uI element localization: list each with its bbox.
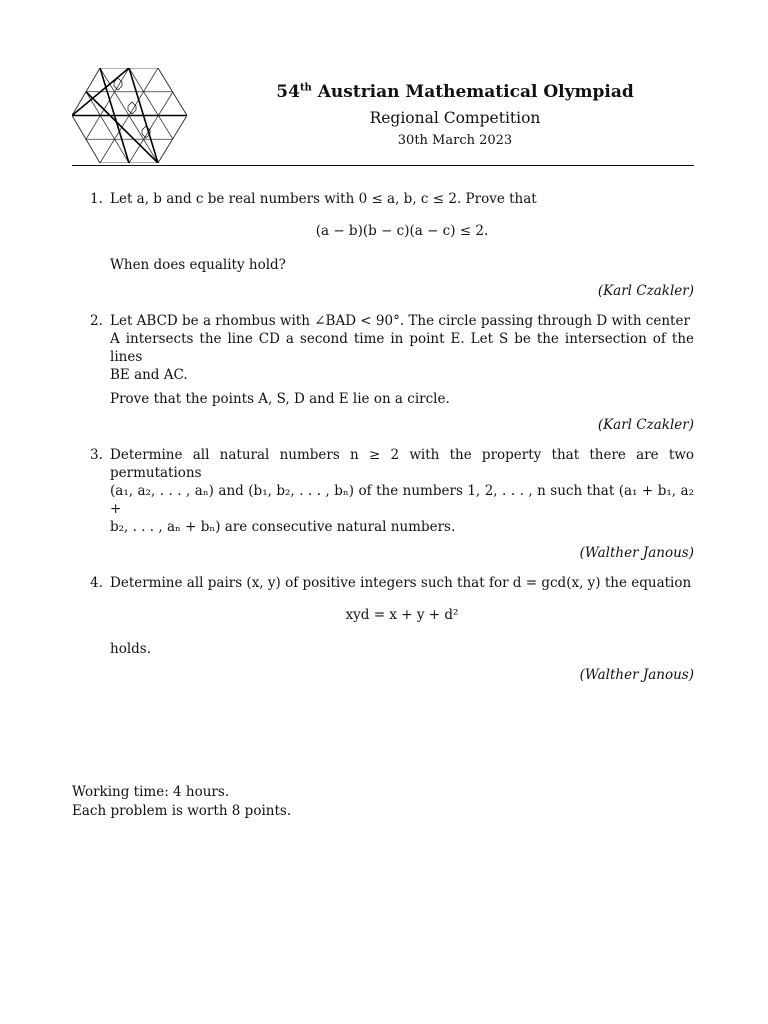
problem-number: 2.	[90, 313, 103, 329]
olympiad-logo	[72, 68, 187, 163]
problem-list	[72, 190, 694, 696]
header-divider	[72, 165, 694, 166]
problem-3	[72, 446, 694, 562]
working-time: Working time: 4 hours.	[72, 784, 230, 800]
problem-1	[72, 190, 694, 300]
problem-text-line: Let ABCD be a rhombus with ∠BAD < 90°. The circle passing through D with center	[110, 313, 690, 329]
problem-text-line: Determine all pairs (x, y) of positive integers such that for d = gcd(x, y) the equation	[110, 575, 692, 591]
points-info: Each problem is worth 8 points.	[72, 803, 292, 819]
problem-text-line: Determine all natural numbers n ≥ 2 with the property that there are two permutations	[110, 447, 694, 481]
display-equation: xyd = x + y + d²	[345, 607, 459, 623]
problem-text-line: BE and AC.	[110, 367, 188, 383]
date: 30th March 2023	[397, 133, 513, 148]
problem-question: Prove that the points A, S, D and E lie on a circle.	[110, 391, 450, 407]
problem-number: 3.	[90, 447, 103, 463]
subtitle: Regional Competition	[369, 109, 541, 127]
problem-text-line: Let a, b and c be real numbers with 0 ≤ a, b, c ≤ 2. Prove that	[110, 191, 537, 207]
problem-author: (Walther Janous)	[579, 667, 694, 683]
problem-author: (Walther Janous)	[579, 545, 694, 561]
problem-2	[72, 312, 694, 434]
page-title: 54th Austrian Mathematical Olympiad	[276, 82, 634, 102]
problem-text-line: A intersects the line CD a second time in point E. Let S be the intersection of the lines	[110, 331, 694, 365]
problem-4	[72, 574, 694, 684]
problem-author: (Karl Czakler)	[597, 283, 694, 299]
display-equation: (a − b)(b − c)(a − c) ≤ 2.	[315, 223, 489, 239]
problem-author: (Karl Czakler)	[597, 417, 694, 433]
problem-question: When does equality hold?	[110, 257, 286, 273]
problem-number: 1.	[90, 191, 103, 207]
problem-text-line: (a₁, a₂, . . . , aₙ) and (b₁, b₂, . . . , bₙ) of the numbers 1, 2, . . . , n such that (a₁ + b₁, a₂ +	[110, 483, 694, 517]
problem-number: 4.	[90, 575, 103, 591]
problem-text-line: b₂, . . . , aₙ + bₙ) are consecutive natural numbers.	[110, 519, 456, 535]
problem-question: holds.	[110, 641, 152, 657]
exam-info	[72, 783, 291, 821]
